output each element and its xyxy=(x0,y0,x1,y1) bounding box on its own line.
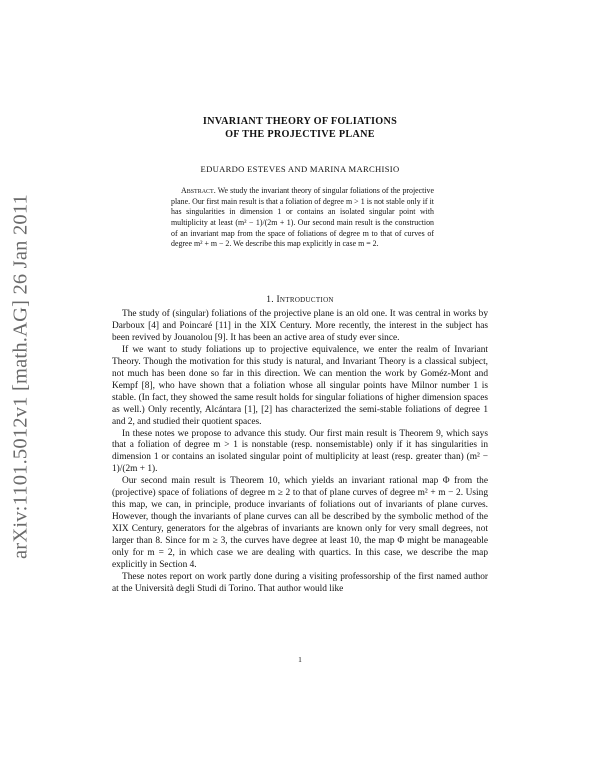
paragraph: These notes report on work partly done during a visiting professorship of the first named author at the Università degli Studi di Torino. That author would like xyxy=(112,571,488,594)
section-heading xyxy=(200,295,400,305)
paper-title-line-2: OF THE PROJECTIVE PLANE xyxy=(225,129,375,140)
paragraph: The study of (singular) foliations of the projective plane is an old one. It was central in works by Darboux [4] and Poincaré [11] in the XIX Century. More recently, the interest in the subject has been revived by Jouanolou [9]. It has been an active area of study ever since. xyxy=(112,309,488,343)
paper-authors: EDUARDO ESTEVES AND MARINA MARCHISIO xyxy=(200,164,400,174)
page-number: 1 xyxy=(298,655,302,664)
section-title: Introduction xyxy=(276,295,334,305)
arxiv-identifier-stamp: arXiv:1101.5012v1 [math.AG] 26 Jan 2011 xyxy=(9,194,32,559)
paragraph: If we want to study foliations up to projective equivalence, we enter the realm of Invariant Theory. Though the motivation for this study is natural, and Invariant Theory is a classical subject, not much has been done so far in this direction. We can mention the work by Goméz-Mont and Kempf [8], who have shown that a foliation whose all singular points have Milnor number 1 is stable. (In fact, they showed the same result holds for singular foliations of higher dimension spaces as well.) Only recently, Alcántara [1], [2] has characterized the semi-stable foliations of degree 1 and 2, and studied their quotient spaces. xyxy=(112,344,488,427)
section-number: 1. xyxy=(266,295,274,305)
body-text xyxy=(112,309,488,596)
abstract-block xyxy=(171,186,434,250)
abstract-label: Abstract. xyxy=(181,186,216,195)
paper-title-line-1: INVARIANT THEORY OF FOLIATIONS xyxy=(202,116,398,127)
paragraph: Our second main result is Theorem 10, which yields an invariant rational map Φ from the (projective) space of foliations of degree m ≥ 2 to that of plane curves of degree m² + m − 2. Using this map, we can, in principle, produce invariants of foliations out of invariants of plane curves. However, though the invariants of plane curves can all be described by the symbolic method of the XIX Century, generators for the algebras of invariants are known only for very small degrees, not larger than 8. Since for m ≥ 3, the curves have degree at least 10, the map Φ might be manageable only for m = 2, in which case we are dealing with quartics. In this case, we describe the map explicitly in Section 4. xyxy=(112,476,488,571)
abstract-text: We study the invariant theory of singular foliations of the projective plane. Our first main result is that a foliation of degree m > 1 is not stable only if it has singularities in dimension 1 or contains an isolated singular point with multiplicity at least (m² − 1)/(2m + 1). Our second main result is the construction of an invariant map from the space of foliations of degree m to that of curves of degree m² + m − 2. We describe this map explicitly in case m = 2. xyxy=(171,186,434,249)
paragraph: In these notes we propose to advance this study. Our first main result is Theorem 9, which says that a foliation of degree m > 1 is nonstable (resp. nonsemistable) only if it has singularities in dimension 1 or contains an isolated singular point of multiplicity at least (resp. greater than) (m² − 1)/(2m + 1). xyxy=(112,428,488,475)
